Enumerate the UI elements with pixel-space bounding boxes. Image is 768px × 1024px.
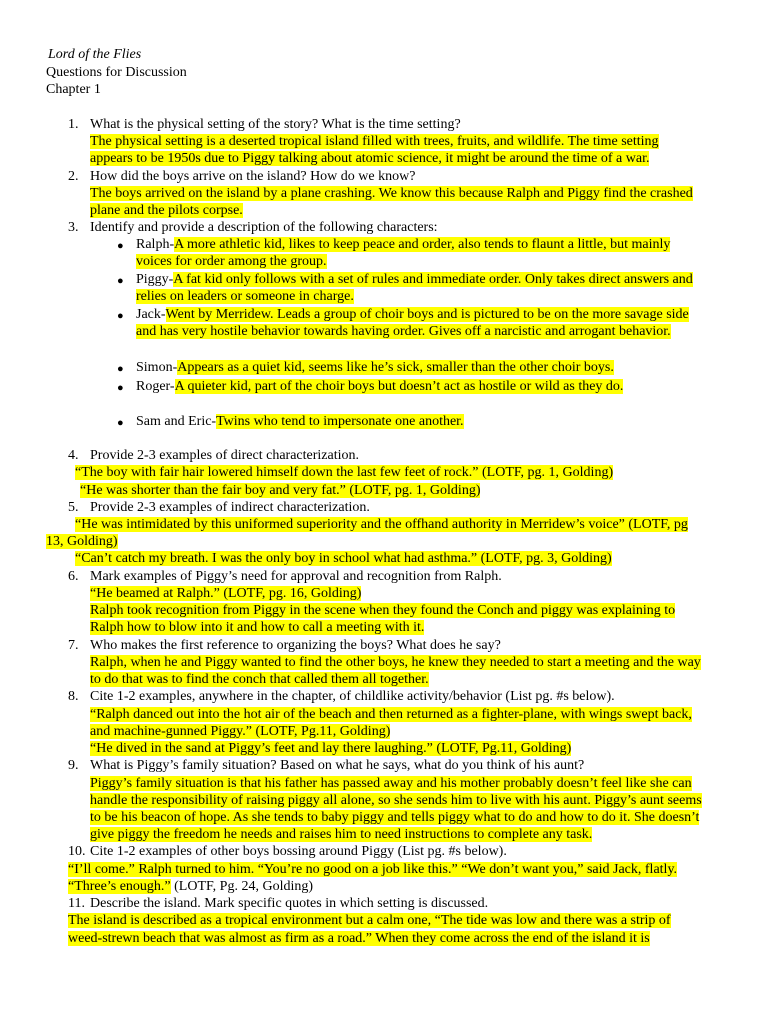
question-6 <box>68 568 502 586</box>
question-number: 6. <box>68 569 79 584</box>
document-subtitle: Questions for Discussion <box>46 65 187 80</box>
answer-line: The island is described as a tropical environment but a calm one, “The tide was low and there was a strip of <box>68 913 671 928</box>
answer-line: The physical setting is a deserted tropical island filled with trees, fruits, and wildlife. The time setting <box>90 134 659 149</box>
chapter-heading: Chapter 1 <box>46 82 101 97</box>
question-number: 1. <box>68 117 79 132</box>
question-number: 11. <box>68 896 85 911</box>
character-name: Simon- <box>136 360 178 375</box>
answer-line: “He was shorter than the fair boy and very fat.” (LOTF, pg. 1, Golding) <box>80 483 481 498</box>
character-jack <box>136 306 689 324</box>
document-title: Lord of the Flies <box>48 47 142 62</box>
question-text: What is the physical setting of the story? What is the time setting? <box>90 117 461 132</box>
character-description: Appears as a quiet kid, seems like he’s sick, smaller than the other choir boys. <box>177 360 614 375</box>
answer-line: Ralph how to blow into it and how to call a meeting with it. <box>90 620 425 635</box>
answer-line: Ralph took recognition from Piggy in the scene when they found the Conch and piggy was explaining to <box>90 603 676 618</box>
bullet-icon: ● <box>117 275 124 287</box>
question-10 <box>68 843 507 861</box>
bullet-icon: ● <box>117 382 124 394</box>
character-description: A more athletic kid, likes to keep peace and order, also tends to flaunt a little, but mainly <box>174 237 671 252</box>
answer-quote: “Three’s enough.” <box>68 879 171 894</box>
character-simon <box>136 359 614 377</box>
answer-line: “He dived in the sand at Piggy’s feet and lay there laughing.” (LOTF, Pg.11, Golding) <box>90 741 572 756</box>
answer-line: 13, Golding) <box>46 534 118 549</box>
question-text: How did the boys arrive on the island? How do we know? <box>90 169 416 184</box>
character-description: relies on leaders or someone in charge. <box>136 289 354 304</box>
question-number: 3. <box>68 220 79 235</box>
bullet-icon: ● <box>117 310 124 322</box>
answer-line: Piggy’s family situation is that his father has passed away and his mother probably doesn’t feel like she can <box>90 776 692 791</box>
character-description: A quieter kid, part of the choir boys but doesn’t act as hostile or wild as they do. <box>174 379 624 394</box>
question-9 <box>68 757 584 775</box>
question-number: 9. <box>68 758 79 773</box>
question-11 <box>68 895 488 913</box>
question-number: 5. <box>68 500 79 515</box>
answer-line: “Can’t catch my breath. I was the only boy in school what had asthma.” (LOTF, pg. 3, Golding) <box>75 551 612 566</box>
question-text: Mark examples of Piggy’s need for approval and recognition from Ralph. <box>90 569 502 584</box>
answer-citation: (LOTF, Pg. 24, Golding) <box>170 879 314 894</box>
answer-line: weed-strewn beach that was almost as firm as a road.” When they come across the end of the island it is <box>68 931 650 946</box>
answer-line: “He beamed at Ralph.” (LOTF, pg. 16, Golding) <box>90 586 362 601</box>
character-ralph <box>136 236 670 254</box>
question-3 <box>68 219 438 237</box>
answer-line: handle the responsibility of raising piggy all alone, so she sends him to live with his aunt. Piggy’s aunt seems <box>90 793 702 808</box>
answer-line: to do that was to find the conch that called them all together. <box>90 672 429 687</box>
question-text: Provide 2-3 examples of direct characterization. <box>90 448 359 463</box>
answer-line: to be his beacon of hope. As she tends to baby piggy and tells piggy what to do and how to do it. She doesn’t <box>90 810 700 825</box>
answer-line: The boys arrived on the island by a plane crashing. We know this because Ralph and Piggy find the crashed <box>90 186 693 201</box>
character-sam-eric <box>136 413 464 431</box>
question-7 <box>68 637 501 655</box>
character-description: Twins who tend to impersonate one another. <box>216 414 464 429</box>
bullet-icon: ● <box>117 417 124 429</box>
question-text: Who makes the first reference to organizing the boys? What does he say? <box>90 638 501 653</box>
answer-line: “Ralph danced out into the hot air of the beach and then returned as a fighter-plane, with wings swept back, <box>90 707 692 722</box>
question-5 <box>68 499 370 517</box>
answer-line: “The boy with fair hair lowered himself down the last few feet of rock.” (LOTF, pg. 1, Golding) <box>75 465 614 480</box>
character-description: A fat kid only follows with a set of rules and immediate order. Only takes direct answers and <box>173 272 693 287</box>
character-name: Jack- <box>136 307 166 322</box>
character-piggy <box>136 271 693 289</box>
question-number: 10. <box>68 844 86 859</box>
character-name: Sam and Eric- <box>136 414 217 429</box>
answer-line: Ralph, when he and Piggy wanted to find the other boys, he knew they needed to start a meeting and the way <box>90 655 701 670</box>
character-name: Ralph- <box>136 237 175 252</box>
question-8 <box>68 688 615 706</box>
answer-line <box>68 878 313 896</box>
answer-line: and machine-gunned Piggy.” (LOTF, Pg.11, Golding) <box>90 724 391 739</box>
character-description: Went by Merridew. Leads a group of choir boys and is pictured to be on the more savage side <box>165 307 689 322</box>
question-text: Provide 2-3 examples of indirect characterization. <box>90 500 370 515</box>
question-text: Describe the island. Mark specific quotes in which setting is discussed. <box>90 896 489 911</box>
question-number: 7. <box>68 638 79 653</box>
question-number: 8. <box>68 689 79 704</box>
character-description: voices for order among the group. <box>136 254 327 269</box>
answer-line: “I’ll come.” Ralph turned to him. “You’re no good on a job like this.” “We don’t want you,” said Jack, flatly. <box>68 862 678 877</box>
question-number: 4. <box>68 448 79 463</box>
bullet-icon: ● <box>117 240 124 252</box>
answer-line: give piggy the freedom he needs and raises him to need instructions to complete any task. <box>90 827 593 842</box>
answer-line: plane and the pilots corpse. <box>90 203 243 218</box>
character-name: Piggy- <box>136 272 174 287</box>
answer-line: appears to be 1950s due to Piggy talking about atomic science, it might be around the time of a war. <box>90 151 650 166</box>
question-1 <box>68 116 461 134</box>
question-text: Cite 1-2 examples of other boys bossing around Piggy (List pg. #s below). <box>90 844 507 859</box>
question-2 <box>68 168 415 186</box>
question-number: 2. <box>68 169 79 184</box>
question-4 <box>68 447 359 465</box>
character-roger <box>136 378 623 396</box>
question-text: Identify and provide a description of the following characters: <box>90 220 438 235</box>
character-name: Roger- <box>136 379 175 394</box>
question-text: Cite 1-2 examples, anywhere in the chapter, of childlike activity/behavior (List pg. #s below). <box>90 689 615 704</box>
bullet-icon: ● <box>117 363 124 375</box>
question-text: What is Piggy’s family situation? Based on what he says, what do you think of his aunt? <box>90 758 585 773</box>
answer-line: “He was intimidated by this uniformed superiority and the offhand authority in Merridew’s voice” (LOTF, pg <box>75 517 688 532</box>
character-description: and has very hostile behavior towards having order. Gives off a narcistic and arrogant behavior. <box>136 324 671 339</box>
